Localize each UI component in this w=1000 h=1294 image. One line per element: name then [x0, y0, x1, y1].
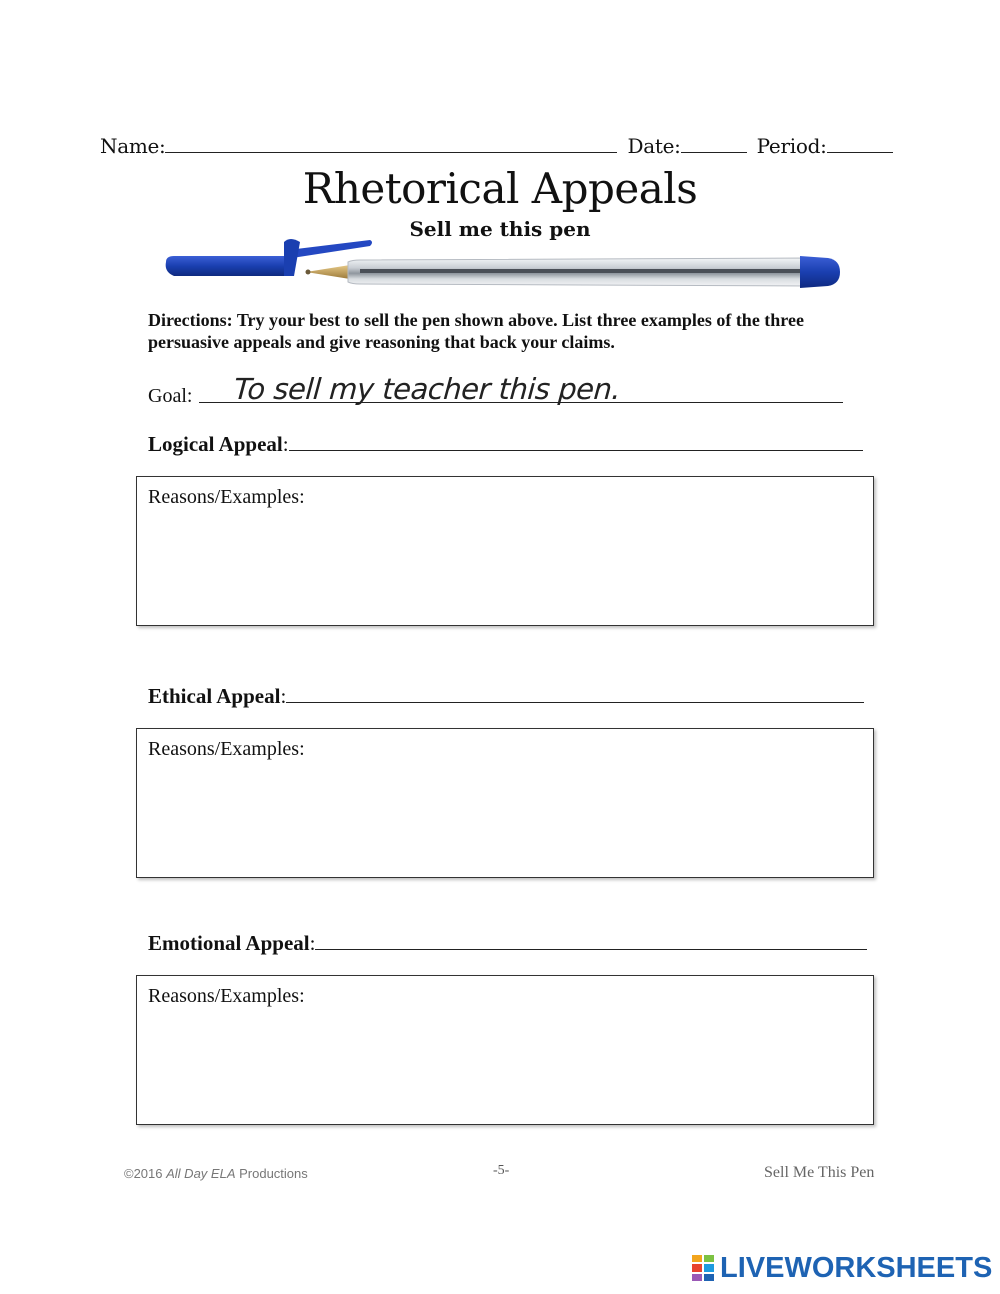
emotional-reasons-label: Reasons/Examples: — [148, 985, 305, 1007]
period-field[interactable] — [827, 136, 893, 153]
liveworksheets-blocks-icon — [692, 1255, 714, 1281]
pen-barrel — [306, 256, 841, 288]
emotional-appeal-field[interactable] — [315, 931, 867, 950]
logical-appeal-field[interactable] — [289, 432, 863, 451]
ethical-appeal-label: Ethical Appeal — [148, 684, 281, 708]
ethical-reasons-label: Reasons/Examples: — [148, 738, 305, 760]
logical-reasons-box[interactable] — [136, 476, 874, 626]
period-label: Period: — [756, 134, 827, 158]
ethical-appeal-row: Ethical Appeal: — [148, 684, 864, 709]
date-label: Date: — [627, 134, 681, 158]
goal-label: Goal: — [148, 385, 193, 407]
emotional-appeal-row: Emotional Appeal: — [148, 931, 867, 956]
page-subtitle: Sell me this pen — [409, 217, 591, 241]
copyright-text — [124, 1166, 308, 1181]
document-footer-title: Sell Me This Pen — [764, 1164, 875, 1181]
emotional-appeal-label: Emotional Appeal — [148, 931, 310, 955]
goal-answer-field[interactable]: To sell my teacher this pen. — [232, 372, 622, 406]
emotional-reasons-box[interactable] — [136, 975, 874, 1125]
logical-appeal-row: Logical Appeal: — [148, 432, 863, 457]
copyright-brand: All Day ELA — [166, 1166, 236, 1181]
copyright-prefix: ©2016 — [124, 1166, 167, 1181]
logical-reasons-label: Reasons/Examples: — [148, 486, 305, 508]
student-info-row — [100, 134, 900, 158]
name-field[interactable] — [165, 136, 617, 153]
ethical-reasons-box[interactable] — [136, 728, 874, 878]
directions-text: Directions: Try your best to sell the pen shown above. List three examples of the three persuasive appeals and give reasoning that back your claims. — [148, 310, 804, 352]
logical-appeal-label: Logical Appeal — [148, 432, 283, 456]
ethical-appeal-field[interactable] — [286, 684, 864, 703]
page-title: Rhetorical Appeals — [302, 164, 698, 213]
name-label: Name: — [100, 134, 166, 158]
copyright-suffix: Productions — [235, 1166, 308, 1181]
date-field[interactable] — [681, 136, 747, 153]
page-number: -5- — [493, 1163, 510, 1178]
liveworksheets-wordmark: LIVEWORKSHEETS — [720, 1251, 993, 1284]
pen-image — [160, 232, 850, 298]
liveworksheets-logo[interactable] — [692, 1253, 992, 1283]
